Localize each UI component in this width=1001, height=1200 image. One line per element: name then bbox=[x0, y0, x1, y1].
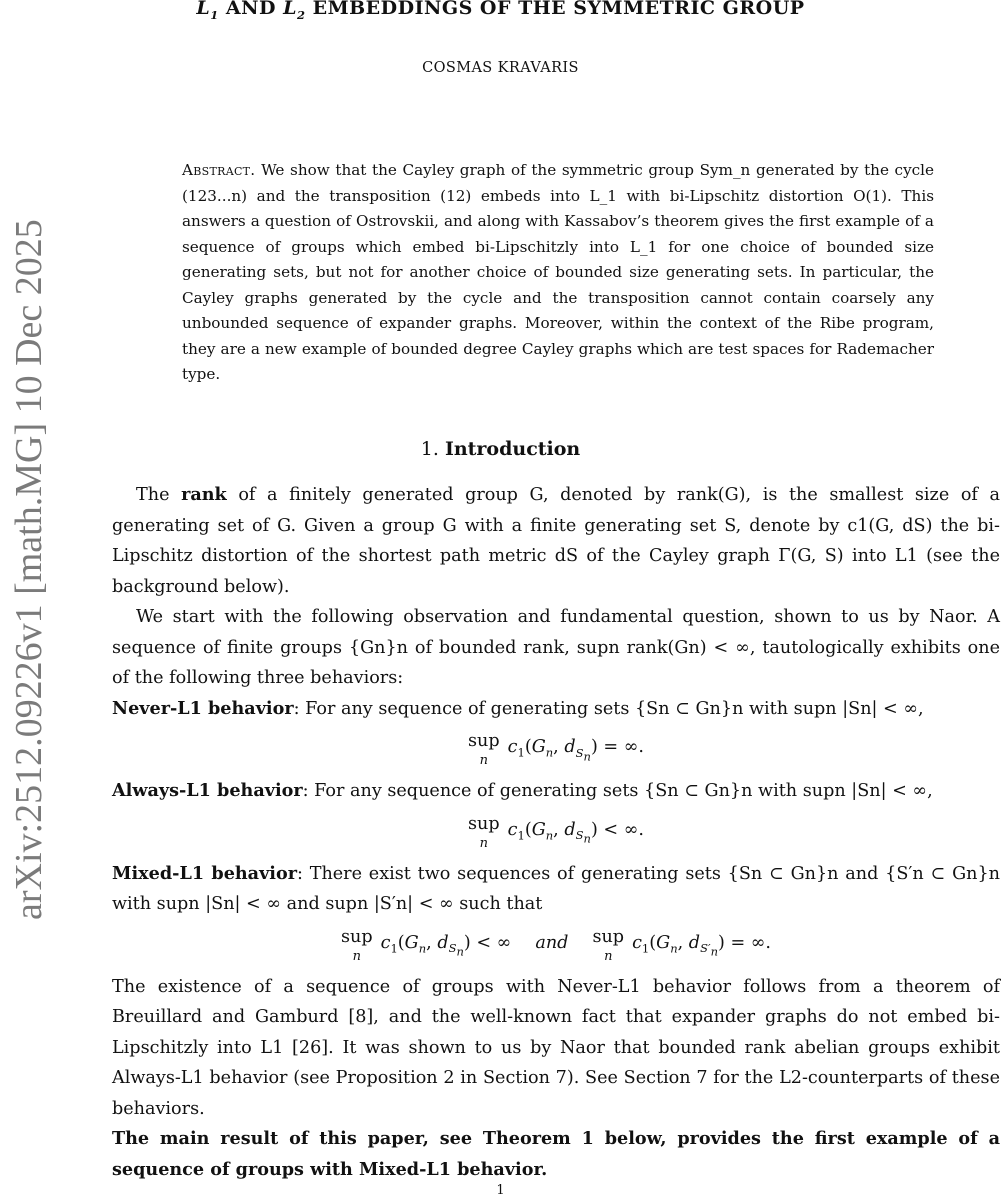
never-l1-label: Never-L1 behavior bbox=[112, 697, 294, 719]
equation-mixed-and: and bbox=[535, 932, 569, 953]
abstract-text: We show that the Cayley graph of the symmetric group Sym_n generated by the cycle (123...n) and the transposition (12) embeds into L_1 with bi-Lipschitz distortion O(1). This answers a question of Ostrovskii, and along with Kassabov’s theorem gives the first example of a sequence of groups which embed bi-Lipschitzly into L_1 for one choice of bounded size generating sets, but not for another choice of bounded size generating sets. In particular, the Cayley graphs generated by the cycle and the transposition cannot contain coarsely any unbounded sequence of expander graphs. Moreover, within the context of the Ribe program, they are a new example of bounded degree Cayley graphs which are test spaces for Rademacher type. bbox=[182, 161, 934, 383]
abstract-label: Abstract. bbox=[182, 161, 256, 179]
paper-title bbox=[0, 0, 1001, 22]
equation-never: sup n $c_1(G_n$, $d_{S_n}$) = ∞. bbox=[468, 731, 644, 768]
title-l2-sub: 2 bbox=[296, 7, 306, 22]
equation-never-rhs: = ∞. bbox=[603, 737, 644, 757]
mixed-l1-label: Mixed-L1 behavior bbox=[112, 862, 297, 884]
always-l1-definition bbox=[112, 776, 1000, 807]
title-rest: EMBEDDINGS OF THE SYMMETRIC GROUP bbox=[312, 0, 805, 19]
mixed-l1-text: : There exist two sequences of generating sets {Sn ⊂ Gn}n and {S′n ⊂ Gn}n with supn |Sn| < ∞ and supn |S′n| < ∞ such that bbox=[112, 863, 1000, 914]
equation-always: sup n $c_1(G_n$, $d_{S_n}$) < ∞. bbox=[468, 813, 644, 851]
abstract bbox=[182, 158, 934, 388]
section-number: 1. bbox=[420, 438, 439, 460]
never-l1-text: : For any sequence of generating sets {Sn ⊂ Gn}n with supn |Sn| < ∞, bbox=[293, 698, 924, 719]
paragraph-observation: We start with the following observation and fundamental question, shown to us by Naor. A sequence of finite groups {Gn}n of bounded rank, supn rank(Gn) < ∞, tautologically exhibits one of the following three behaviors: bbox=[112, 607, 1000, 688]
mixed-l1-definition bbox=[112, 859, 1000, 920]
section-heading bbox=[0, 438, 1001, 460]
p1-start: The bbox=[136, 485, 170, 505]
p1-rest: of a finitely generated group G, denoted by rank(G), is the smallest size of a generating set of G. Given a group G with a finite generating set S, denote by c1(G, dS) the bi-Lipschitz distortion of the shortest path metric dS of the Cayley graph Γ(G, S) into L1 (see the background below). bbox=[112, 485, 1001, 597]
never-l1-definition bbox=[112, 694, 1000, 725]
rank-term: rank bbox=[181, 484, 227, 505]
paragraph-rank-definition bbox=[112, 480, 1000, 602]
paragraph-existence: The existence of a sequence of groups with Never-L1 behavior follows from a theorem of Breuillard and Gamburd [8], and the well-known fact that expander graphs do not embed bi-Lipschitzly into L1 [26]. It was shown to us by Naor that bounded rank abelian groups exhibit Always-L1 behavior (see Proposition 2 in Section 7). See Section 7 for the L2-counterparts of these behaviors. bbox=[112, 976, 1000, 1119]
title-l2: L bbox=[283, 0, 297, 19]
paragraph-main-result: The main result of this paper, see Theorem 1 below, provides the first example of a sequence of groups with Mixed-L1 behavior. bbox=[112, 1128, 1000, 1180]
equation-mixed: sup n $c_1(G_n$, $d_{S_n}$) < ∞ and sup n $c_1(G_n$, $d_{S'_n}$) = ∞. bbox=[340, 926, 772, 964]
always-l1-label: Always-L1 behavior bbox=[112, 780, 303, 801]
body-text bbox=[112, 480, 1000, 1185]
section-title: Introduction bbox=[444, 438, 581, 460]
title-and: AND bbox=[225, 0, 276, 19]
page-number: 1 bbox=[496, 1183, 505, 1198]
author: COSMAS KRAVARIS bbox=[422, 60, 579, 76]
always-l1-text: : For any sequence of generating sets {Sn ⊂ Gn}n with supn |Sn| < ∞, bbox=[302, 781, 933, 801]
arxiv-sidebar-stamp: arXiv:2512.09226v1 [math.MG] 10 Dec 2025 bbox=[8, 219, 50, 920]
equation-always-rhs: < ∞. bbox=[603, 819, 644, 840]
title-l1: L bbox=[196, 0, 211, 19]
title-l1-sub: 1 bbox=[210, 7, 219, 22]
